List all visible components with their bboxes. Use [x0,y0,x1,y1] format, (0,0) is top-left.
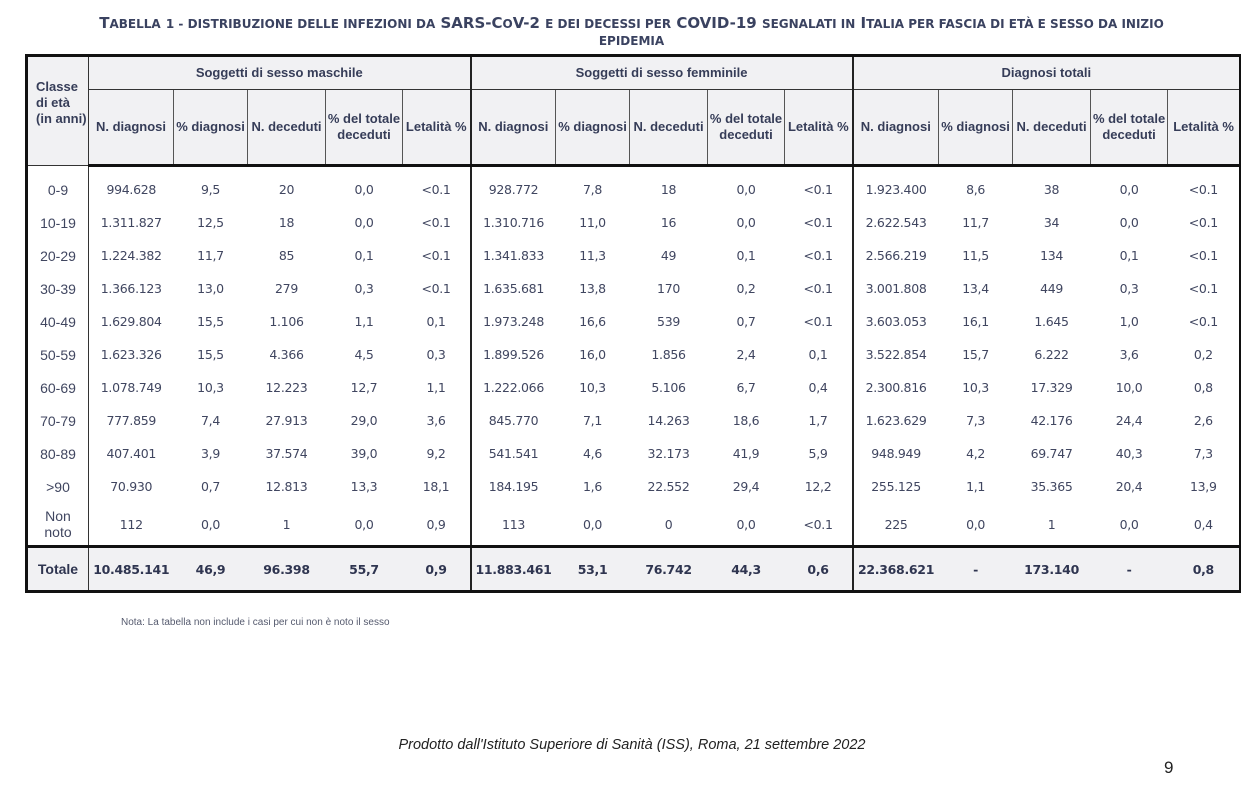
table-cell: 16,6 [579,314,606,329]
age-class-cell: >90 [27,470,89,503]
table-cell: 1.856 [651,347,686,362]
table-cell: 1,6 [583,479,603,494]
age-class-cell: 10-19 [27,206,89,239]
table-cell: 6,7 [736,380,756,395]
table-cell: 994.628 [106,182,157,197]
table-cell: 18 [660,182,677,197]
spacer-cell [27,166,89,174]
table-cell: 0,0 [354,516,374,532]
table-cell: 1.923.400 [865,182,927,197]
table-cell: 5.106 [651,380,686,395]
table-cell: 22.552 [647,479,690,494]
table-row [27,305,1241,338]
table-cell: 10,3 [962,380,989,395]
title-line-2: EPIDEMIA [598,34,665,48]
spacer-cell [248,166,326,174]
column-header: N. deceduti [630,90,708,166]
table-cell: <0.1 [785,272,853,305]
table-cell: 2.622.543 [865,215,927,230]
column-header: N. deceduti [248,90,326,166]
spacer-cell [174,166,248,174]
table-row [27,206,1241,239]
table-cell: 777.859 [106,413,157,428]
table-cell: 0,1 [354,248,374,263]
column-header: % diagnosi [939,90,1013,166]
table-cell: <0.1 [785,305,853,338]
table-cell: 18,1 [403,470,471,503]
table-cell: 3.603.053 [865,314,927,329]
column-header: % del totale deceduti [326,90,403,166]
table-cell: 1,1 [354,314,374,329]
spacer-cell [1091,166,1168,174]
column-header: % diagnosi [556,90,630,166]
column-header: % del totale deceduti [1091,90,1168,166]
table-cell: 16 [660,215,677,230]
total-cell: - [939,547,1013,592]
table-cell: 70.930 [110,479,153,494]
table-cell: 2.300.816 [865,380,927,395]
table-cell: 4.366 [269,347,304,362]
table-row [27,272,1241,305]
table-cell: 20,4 [1115,479,1143,494]
table-cell: 9,2 [403,437,471,470]
table-cell: 29,4 [732,479,760,494]
total-label-cell: Totale [27,547,89,592]
table-cell: 12,5 [197,215,224,230]
table-cell: 34 [1043,215,1060,230]
table-cell: 8,6 [966,182,986,197]
column-header: N. diagnosi [471,90,556,166]
table-cell: <0.1 [785,239,853,272]
table-cell: 7,4 [201,413,220,428]
age-class-cell: 0-9 [27,173,89,206]
table-cell: 69.747 [1030,446,1073,461]
table-cell: 0,0 [1119,182,1139,197]
table-cell: 5,9 [785,437,853,470]
table-cell: 2,6 [1193,413,1213,428]
total-cell: 0,8 [1168,547,1241,592]
table-cell: 3,6 [403,404,471,437]
infections-table [25,54,1241,593]
spacer-cell [89,166,174,174]
table-row [27,404,1241,437]
table-cell: 1.645 [1034,314,1069,329]
spacer-cell [556,166,630,174]
column-header: N. deceduti [1013,90,1091,166]
age-class-header: Classe di età (in anni) [27,56,89,166]
table-cell: 85 [278,248,295,263]
table-cell: 0,0 [966,516,986,532]
table-cell: 38 [1043,182,1060,197]
spacer-cell [853,166,939,174]
table-cell: 14.263 [647,413,690,428]
table-cell: <0.1 [1188,248,1218,263]
column-header: Letalità % [403,90,471,166]
table-cell: 11,7 [197,248,224,263]
spacer-cell [630,166,708,174]
table-cell: 928.772 [488,182,539,197]
table-cell: 10,3 [579,380,606,395]
table-cell: 541.541 [488,446,539,461]
table-cell: 184.195 [488,479,539,494]
table-cell: 1.310.716 [483,215,544,230]
age-class-cell: 40-49 [27,305,89,338]
table-cell: 10,0 [1115,380,1143,395]
table-cell: 12,2 [785,470,853,503]
spacer-cell [785,166,853,174]
column-header: N. diagnosi [89,90,174,166]
table-cell: 11,0 [579,215,606,230]
table-cell: 13,0 [197,281,224,296]
table-cell: <0.1 [403,272,471,305]
female-group-header: Soggetti di sesso femminile [471,56,853,90]
spacer-cell [1013,166,1091,174]
table-cell: 2.566.219 [865,248,927,263]
table-cell: 9,5 [201,182,220,197]
table-cell: 7,3 [1193,446,1213,461]
table-cell: 4,6 [583,446,603,461]
table-cell: 32.173 [647,446,690,461]
table-cell: 2,4 [736,347,756,362]
table-cell: <0.1 [403,239,471,272]
table-cell: 37.574 [265,446,308,461]
table-cell: 6.222 [1034,347,1069,362]
table-cell: 0,7 [201,479,220,494]
table-cell: 948.949 [871,446,921,461]
table-row [27,503,1241,547]
table-cell: 0,1 [785,338,853,371]
table-cell: 0,1 [1119,248,1139,263]
table-cell: 1.224.382 [100,248,162,263]
table-cell: 255.125 [871,479,921,494]
total-cell: 22.368.621 [853,547,939,592]
table-cell: 7,8 [583,182,603,197]
table-row [27,371,1241,404]
table-cell: <0.1 [1188,182,1218,197]
total-cell: 44,3 [708,547,785,592]
table-cell: 0,1 [736,248,756,263]
total-cell: 0,9 [403,547,471,592]
table-row [27,239,1241,272]
table-cell: 1 [282,516,291,532]
table-cell: 29,0 [350,413,378,428]
table-cell: 13,8 [579,281,606,296]
table-cell: 1.629.804 [100,314,162,329]
table-row [27,338,1241,371]
male-group-header: Soggetti di sesso maschile [89,56,471,90]
total-cell: - [1091,547,1168,592]
table-cell: 0,4 [1193,516,1213,532]
spacer-cell [708,166,785,174]
table-cell: 11,3 [579,248,606,263]
table-cell: 12.223 [265,380,308,395]
table-cell: 1.973.248 [483,314,544,329]
table-cell: 7,3 [966,413,986,428]
total-cell: 173.140 [1013,547,1091,592]
table-cell: 1.311.827 [100,215,162,230]
total-cell: 10.485.141 [89,547,174,592]
table-cell: 27.913 [265,413,308,428]
table-cell: 1,7 [785,404,853,437]
total-cell: 76.742 [630,547,708,592]
table-note: Nota: La tabella non include i casi per cui non è noto il sesso [121,617,390,628]
page-number: 9 [1164,758,1174,777]
age-class-cell: 60-69 [27,371,89,404]
age-class-cell: 80-89 [27,437,89,470]
footer-credit: Prodotto dall'Istituto Superiore di Sanità (ISS), Roma, 21 settembre 2022 [398,737,866,753]
table-cell: 407.401 [106,446,157,461]
table-cell: 16,0 [579,347,606,362]
table-cell: 539 [657,314,681,329]
column-header: % diagnosi [174,90,248,166]
table-cell: 0,2 [736,281,756,296]
table-cell: 1.106 [269,314,304,329]
table-cell: 0,2 [1193,347,1213,362]
table-cell: 0,0 [1119,215,1139,230]
table-cell: 18 [278,215,295,230]
table-cell: 0,0 [354,215,374,230]
table-cell: 35.365 [1030,479,1073,494]
table-cell: 11,7 [962,215,989,230]
table-cell: 13,3 [350,479,378,494]
table-cell: 10,3 [197,380,224,395]
spacer-cell [403,166,471,174]
table-cell: <0.1 [785,206,853,239]
table-cell: 15,7 [962,347,989,362]
table-cell: 42.176 [1030,413,1073,428]
table-cell: 17.329 [1030,380,1073,395]
table-cell: 4,5 [354,347,374,362]
table-cell: 0,3 [354,281,374,296]
table-cell: <0.1 [1188,215,1218,230]
table-cell: 15,5 [197,347,224,362]
table-cell: <0.1 [403,206,471,239]
table-cell: 16,1 [962,314,989,329]
table-cell: 20 [278,182,295,197]
spacer-cell [1168,166,1241,174]
table-cell: 1.366.123 [100,281,162,296]
total-cell: 53,1 [556,547,630,592]
table-cell: 39,0 [350,446,378,461]
table-cell: 1.222.066 [483,380,544,395]
table-cell: 18,6 [732,413,760,428]
table-cell: <0.1 [785,503,853,547]
table-cell: 1.623.326 [100,347,162,362]
column-header: Letalità % [1168,90,1241,166]
table-cell: 24,4 [1115,413,1143,428]
table-cell: 0,4 [785,371,853,404]
table-cell: 112 [119,516,143,532]
spacer-cell [471,166,556,174]
table-cell: 0,3 [403,338,471,371]
age-class-cell: 20-29 [27,239,89,272]
total-cell: 96.398 [248,547,326,592]
table-cell: 3.001.808 [865,281,927,296]
table-cell: 0,8 [1193,380,1213,395]
table-cell: 1,1 [403,371,471,404]
table-cell: 41,9 [732,446,760,461]
page-title: TABELLA 1 - DISTRIBUZIONE DELLE INFEZIONI DA SARS-COV-2 E DEI DECESSI PER COVID-19 SEGNALATI IN ITALIA PER FASCIA DI ETÀ E SESSO DA INIZIO EPIDEMIA [20,12,1241,47]
table-cell: 0,0 [736,215,756,230]
table-cell: <0.1 [1188,314,1218,329]
table-cell: 279 [275,281,298,296]
table-cell: 3,6 [1119,347,1139,362]
table-cell: <0.1 [785,173,853,206]
table-cell: 845.770 [488,413,539,428]
table-cell: <0.1 [403,173,471,206]
table-cell: 3.522.854 [865,347,927,362]
table-cell: 1.341.833 [483,248,544,263]
age-class-cell: 50-59 [27,338,89,371]
table-cell: 1,1 [966,479,986,494]
table-cell: 1.899.526 [483,347,544,362]
total-group-header: Diagnosi totali [853,56,1241,90]
table-cell: 170 [657,281,681,296]
table-row [27,173,1241,206]
table-cell: 1.623.629 [865,413,927,428]
table-cell: 0,7 [736,314,756,329]
table-cell: <0.1 [1188,281,1218,296]
table-cell: 11,5 [962,248,989,263]
table-cell: 40,3 [1115,446,1143,461]
table-cell: 0 [664,516,673,532]
table-cell: 0,0 [736,182,756,197]
age-class-cell: 30-39 [27,272,89,305]
column-header: Letalità % [785,90,853,166]
table-cell: 134 [1040,248,1064,263]
column-header: N. diagnosi [853,90,939,166]
table-cell: 4,2 [966,446,986,461]
table-cell: 15,5 [197,314,224,329]
table-cell: 1 [1047,516,1056,532]
total-row [27,547,1241,592]
table-row [27,470,1241,503]
age-class-cell: Non noto [27,503,89,547]
table-cell: 3,9 [201,446,220,461]
table-cell: 1.635.681 [483,281,544,296]
total-cell: 55,7 [326,547,403,592]
table-cell: 7,1 [583,413,603,428]
table-cell: 113 [502,516,526,532]
table-cell: 13,9 [1190,479,1217,494]
table-cell: 13,4 [962,281,989,296]
age-class-cell: 70-79 [27,404,89,437]
table-cell: 225 [884,516,908,532]
table-cell: 0,1 [403,305,471,338]
table-row [27,437,1241,470]
table-cell: 0,0 [1119,516,1139,532]
table-cell: 0,3 [1119,281,1139,296]
table-cell: 0,0 [201,516,220,532]
column-header: % del totale deceduti [708,90,785,166]
table-cell: 0,0 [583,516,603,532]
table-cell: 12,7 [350,380,378,395]
spacer-cell [326,166,403,174]
table-cell: 0,0 [736,516,756,532]
total-cell: 46,9 [174,547,248,592]
table-cell: 49 [660,248,677,263]
total-cell: 11.883.461 [471,547,556,592]
table-cell: 0,0 [354,182,374,197]
table-cell: 449 [1040,281,1064,296]
total-cell: 0,6 [785,547,853,592]
spacer-cell [939,166,1013,174]
table-cell: 0,9 [403,503,471,547]
table-cell: 12.813 [265,479,308,494]
table-cell: 1,0 [1119,314,1139,329]
table-cell: 1.078.749 [100,380,162,395]
